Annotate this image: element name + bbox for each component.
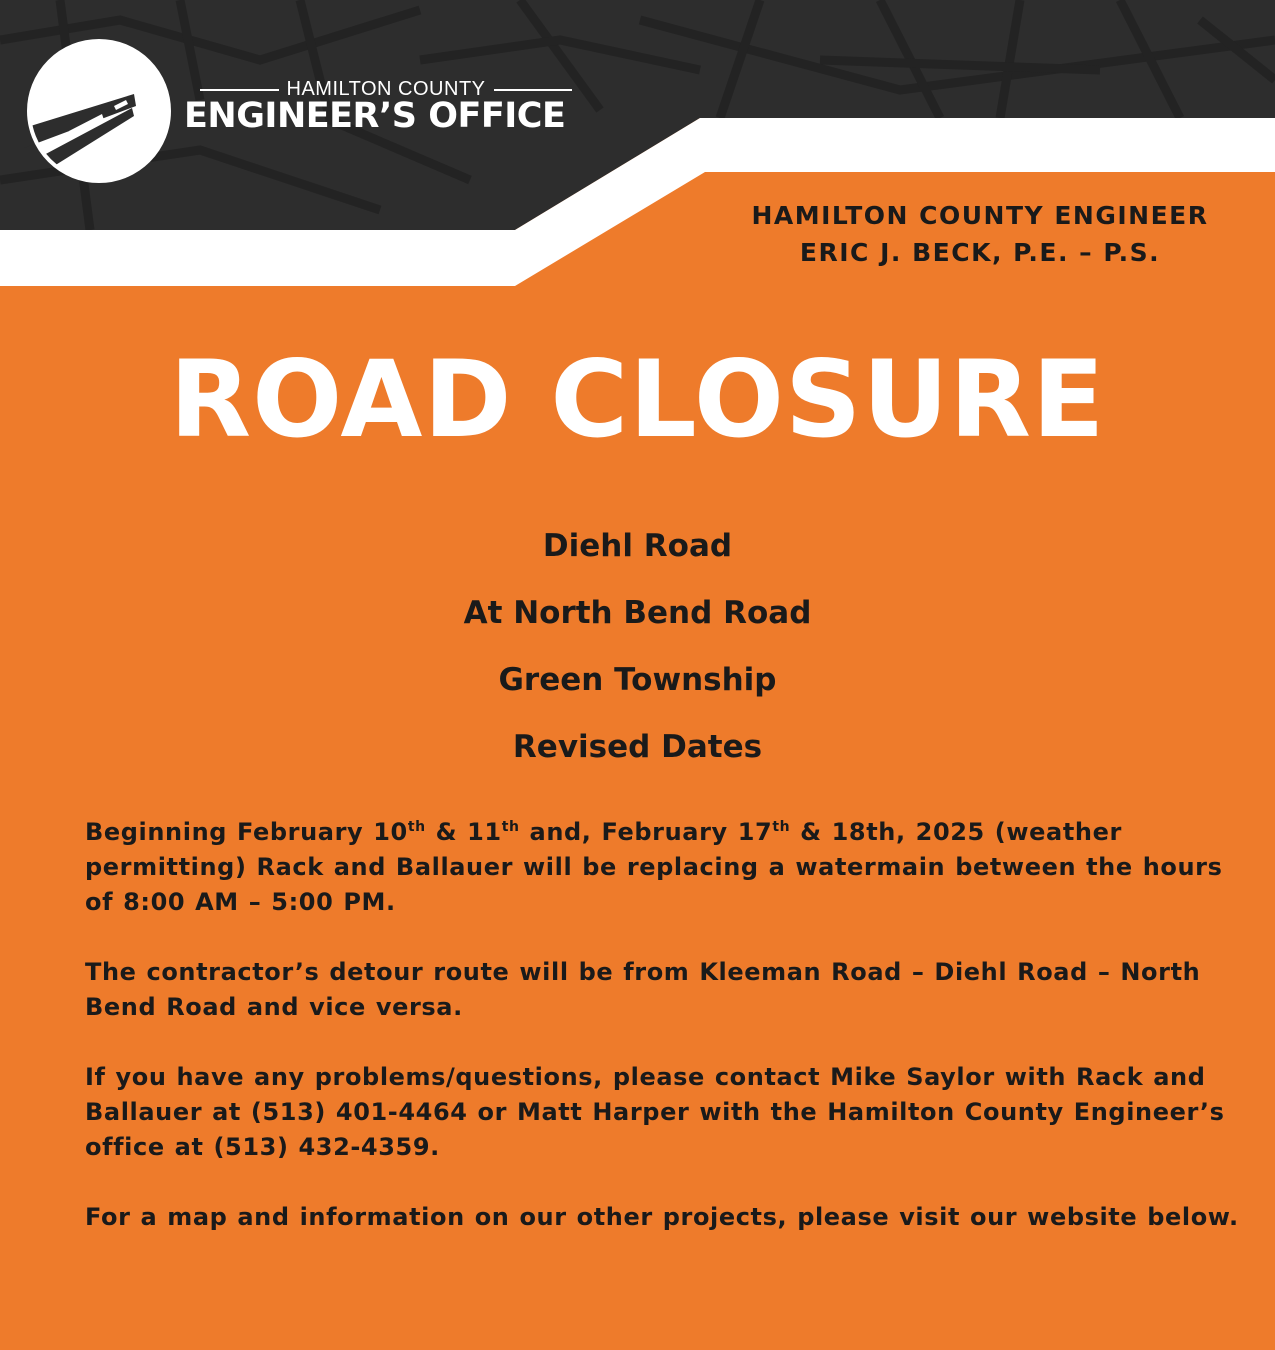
officer-title: HAMILTON COUNTY ENGINEER [751,201,1209,230]
engineers-office-logo [24,36,584,186]
schedule-text-1: Beginning February 10 [85,818,408,846]
contact-paragraph: If you have any problems/questions, please contact Mike Saylor with Rack and Ballauer at (513) 401-4464 or Matt Harper with the Hamilton County Engineer’s office at (513) 432-4359. [85,1063,1225,1161]
ordinal-suffix: th [772,819,791,835]
logo-rule-right [494,89,573,91]
schedule-text-3: and, February 17 [519,818,773,846]
logo-rule-left [200,89,279,91]
ordinal-suffix: th [407,819,426,835]
schedule-text-4: & 18th, 2025 (weather permitting) Rack and Ballauer will be replacing a watermain between the hours of 8:00 AM – 5:00 PM. [85,818,1223,916]
road-name: Diehl Road [542,528,733,564]
closure-location-block [0,522,1275,790]
revised-dates-label: Revised Dates [512,729,763,765]
schedule-paragraph [85,815,1245,920]
notice-body [85,815,1245,1270]
township: Green Township [498,662,777,698]
detour-paragraph: The contractor’s detour route will be from Kleeman Road – Diehl Road – North Bend Road and vice versa. [85,958,1201,1021]
schedule-text-2: & 11 [425,818,502,846]
officer-name: ERIC J. BECK, P.E. – P.S. [799,238,1161,267]
road-closure-headline: ROAD CLOSURE [169,338,1106,461]
intersection: At North Bend Road [463,595,812,631]
road-perspective-circle-icon [24,36,174,186]
logo-office-text: ENGINEER’S OFFICE [184,96,566,136]
website-paragraph: For a map and information on our other projects, please visit our website below. [85,1203,1239,1231]
logo-small-label: HAMILTON COUNTY [286,78,486,100]
ordinal-suffix: th [501,819,520,835]
county-engineer-block [695,197,1265,271]
